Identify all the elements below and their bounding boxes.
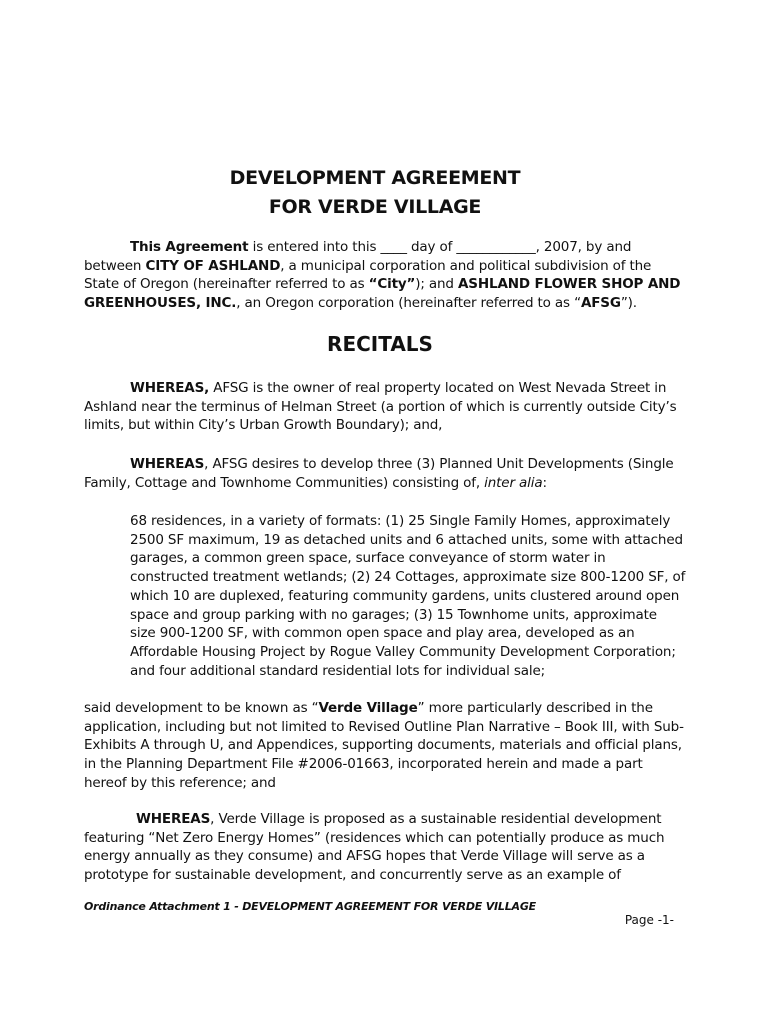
document-title bbox=[0, 164, 770, 222]
page-number: Page -1- bbox=[624, 913, 674, 927]
intro-text-6: ); and bbox=[415, 276, 458, 293]
block-quote: 68 residences, in a variety of formats: (1) 25 Single Family Homes, approximately 2500 SF maximum, 19 as detached units and 6 attached units, some with attached garages, a common green space, surface conveyance of storm water in constructed treatment wetlands; (2) 24 Cottages, approximate size 800-1200 SF, of which 10 are duplexed, featuring community gardens, units clustered around open space and group parking with no garages; (3) 15 Townhome units, approximate size 900-1200 SF, with common open space and play area, developed as an Affordable Housing Project by Rogue Valley Community Development Corporation; and four additional standard residential lots for individual sale; bbox=[130, 513, 686, 679]
development-text-3: ” more particularly described in the application, including but not limited to Revised Outline Plan Narrative – Book III, with Sub-Exhibits A through U, and Appendices, supporting documents, materials and official plans, in the Planning Department File #2006-01663, incorporated herein and made a part hereof by this reference; and bbox=[84, 700, 684, 791]
title-line-1: DEVELOPMENT AGREEMENT bbox=[229, 167, 521, 189]
whereas-2-end: : bbox=[542, 474, 547, 491]
intro-bold-1: This Agreement bbox=[130, 239, 249, 255]
whereas-2-italic: inter alia bbox=[484, 474, 543, 491]
whereas-1-text: AFSG is the owner of real property located on West Nevada Street in Ashland near the terminus of Helman Street (a portion of which is currently outside City’s limits, but within City’s Urban Growth Boundary); and, bbox=[84, 380, 677, 434]
whereas-paragraph-2 bbox=[84, 455, 686, 492]
whereas-3-bold: WHEREAS bbox=[136, 811, 211, 827]
whereas-1-bold: WHEREAS, bbox=[130, 380, 210, 396]
intro-paragraph bbox=[84, 238, 686, 313]
intro-text-8: , an Oregon corporation (hereinafter referred to as “ bbox=[236, 295, 581, 312]
intro-bold-city: “City” bbox=[368, 276, 416, 293]
intro-text-2: is entered into this ____ day of ____________, 2007, by and between bbox=[84, 239, 632, 274]
intro-bold-city-of-ashland: CITY OF ASHLAND bbox=[145, 257, 281, 274]
intro-bold-afsg-name: ASHLAND FLOWER SHOP AND GREENHOUSES, INC. bbox=[84, 276, 681, 312]
intro-text-10: ”). bbox=[620, 295, 637, 312]
whereas-paragraph-1 bbox=[84, 379, 686, 435]
page-footer: Ordinance Attachment 1 - DEVELOPMENT AGREEMENT FOR VERDE VILLAGE bbox=[84, 900, 536, 913]
development-paragraph bbox=[84, 699, 686, 793]
recitals-heading bbox=[0, 332, 770, 356]
whereas-2-text: , AFSG desires to develop three (3) Planned Unit Developments (Single Family, Cottage and Townhome Communities) consisting of, bbox=[84, 456, 674, 491]
whereas-3-text: , Verde Village is proposed as a sustainable residential development featuring “Net Zero Energy Homes” (residences which can potentially produce as much energy annually as they consume) and AFSG hopes that Verde Village will serve as a prototype for sustainable development, and concurrently serve as an example of bbox=[84, 811, 665, 884]
development-bold-verde-village: Verde Village bbox=[318, 700, 418, 716]
intro-text-4: , a municipal corporation and political subdivision of the State of Oregon (hereinafter referred to as bbox=[84, 257, 652, 293]
title-line-2: FOR VERDE VILLAGE bbox=[268, 196, 482, 218]
whereas-2-bold: WHEREAS bbox=[130, 456, 205, 472]
development-text-1: said development to be known as “ bbox=[84, 700, 319, 716]
recitals-heading-text: RECITALS bbox=[327, 332, 433, 356]
whereas-paragraph-3 bbox=[84, 810, 686, 885]
intro-bold-afsg: AFSG bbox=[580, 295, 621, 312]
